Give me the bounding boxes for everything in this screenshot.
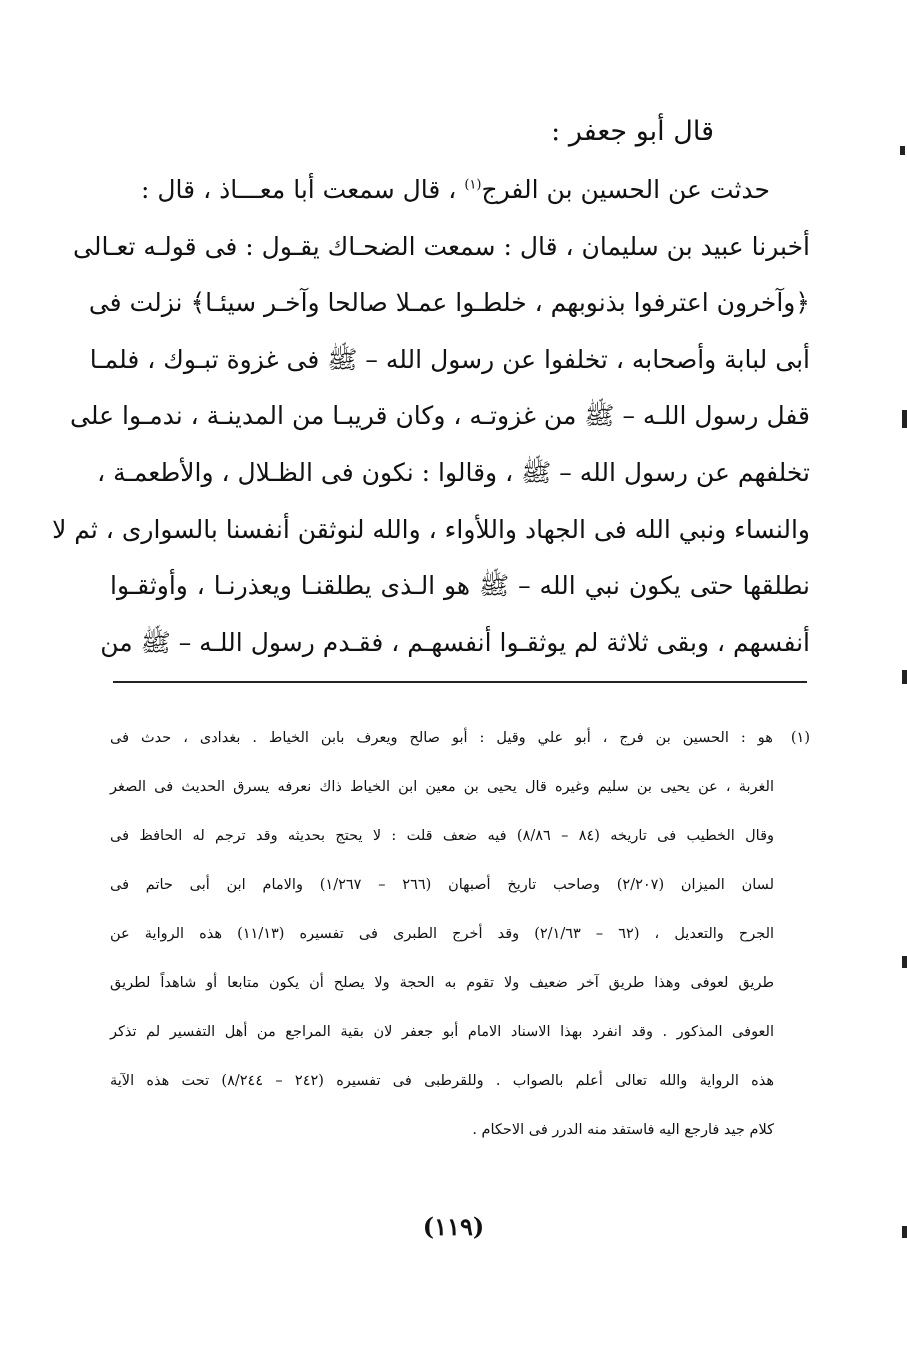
body-line-text: حدثت عن الحسين بن الفرج [481,175,770,204]
body-line: نطلقها حتى يكون نبي الله – ﷺ هو الـذى يطلقنـا ويعذرنـا ، وأوثقـوا [110,571,810,601]
footnote-reference[interactable]: (١) [464,177,482,193]
footnote-line: لسان الميزان (٢/٢٠٧) وصاحب تاريخ أصبهان (٢٦٦ – ١/٢٦٧) والامام ابن أبى حاتم فى [110,877,774,893]
body-line-text: ، قال سمعت أبا معـــاذ ، قال : [141,175,465,204]
scan-edge-mark [902,410,907,428]
footnote-line: الجرح والتعديل ، (٦٢ – ٢/١/٦٣) وقد أخرج الطبرى فى تفسيره (١١/١٣) هذه الرواية عن [110,926,775,942]
body-line [110,162,810,219]
footnote-line: وقال الخطيب فى تاريخه (٨٤ – ٨/٨٦) فيه ضعف قلت : لا يحتج بحديثه وقد ترجم له الحافظ فى [110,828,775,844]
body-line: أبى لبابة وأصحابه ، تخلفوا عن رسول الله – ﷺ فى غزوة تبـوك ، فلمـا [89,344,810,374]
footnote-line: طريق لعوفى وهذا طريق آخر ضعيف ولا تقوم به الحجة ولا يصلح أن يكون متابعا أو شاهداً لطريق [110,975,774,991]
body-line: قفل رسول اللـه – ﷺ من غزوتـه ، وكان قريبـا من المدينـة ، ندمـوا على [70,401,810,431]
body-line: أخبرنا عبيد بن سليمان ، قال : سمعت الضحـاك يقـول : فى قولـه تعـالى [73,231,810,261]
footnote-line: الغربة ، عن يحيى بن سليم وغيره قال يحيى بن معين ابن الخياط ذاك نعرفه يسرق الحديث فى الصغر [110,779,774,795]
scan-edge-mark [902,670,907,684]
scan-edge-mark [902,956,907,968]
footnote-line [110,714,810,763]
footnote-line: العوفى المذكور . وقد انفرد بهذا الاسناد الامام أبو جعفر لان بقية المراجع من أهل التفسير لم تذكر [110,1024,774,1040]
footnote-line-text: هو : الحسين بن فرج ، أبو علي وقيل : أبو صالح ويعرف بابن الخياط . بغدادى ، حدث فى [110,730,773,746]
body-line: ﴿وآخرون اعترفوا بذنوبهم ، خلطـوا عمـلا صالحا وآخـر سيئـا﴾ نزلت فى [88,288,810,318]
page-number: (١١٩) [422,1212,485,1241]
footnote-line: هذه الرواية والله تعالى أعلم بالصواب . وللقرطبى فى تفسيره (٢٤٢ – ٨/٢٤٤) تحت هذه الآية [110,1073,774,1089]
body-line: والنساء ونبي الله فى الجهاد واللأواء ، والله لنوثقن أنفسنا بالسوارى ، ثم لا [52,514,810,544]
main-text [52,102,810,671]
body-line: تخلفهم عن رسول الله – ﷺ ، وقالوا : نكون فى الظـلال ، والأطعمـة ، [97,457,810,487]
footnote-divider [113,681,807,683]
footnotes [110,714,810,1155]
footnote-marker: (١) [790,730,810,746]
section-heading: قال أبو جعفر : [551,116,714,147]
footnote-line: كلام جيد فارجع اليه فاستفد منه الدرر فى الاحكام . [472,1122,774,1138]
scan-edge-mark [902,1226,907,1238]
scan-edge-mark [900,146,905,155]
body-line: أنفسهم ، وبقى ثلاثة لم يوثقـوا أنفسهـم ، فقـدم رسول اللـه – ﷺ من [100,627,810,657]
